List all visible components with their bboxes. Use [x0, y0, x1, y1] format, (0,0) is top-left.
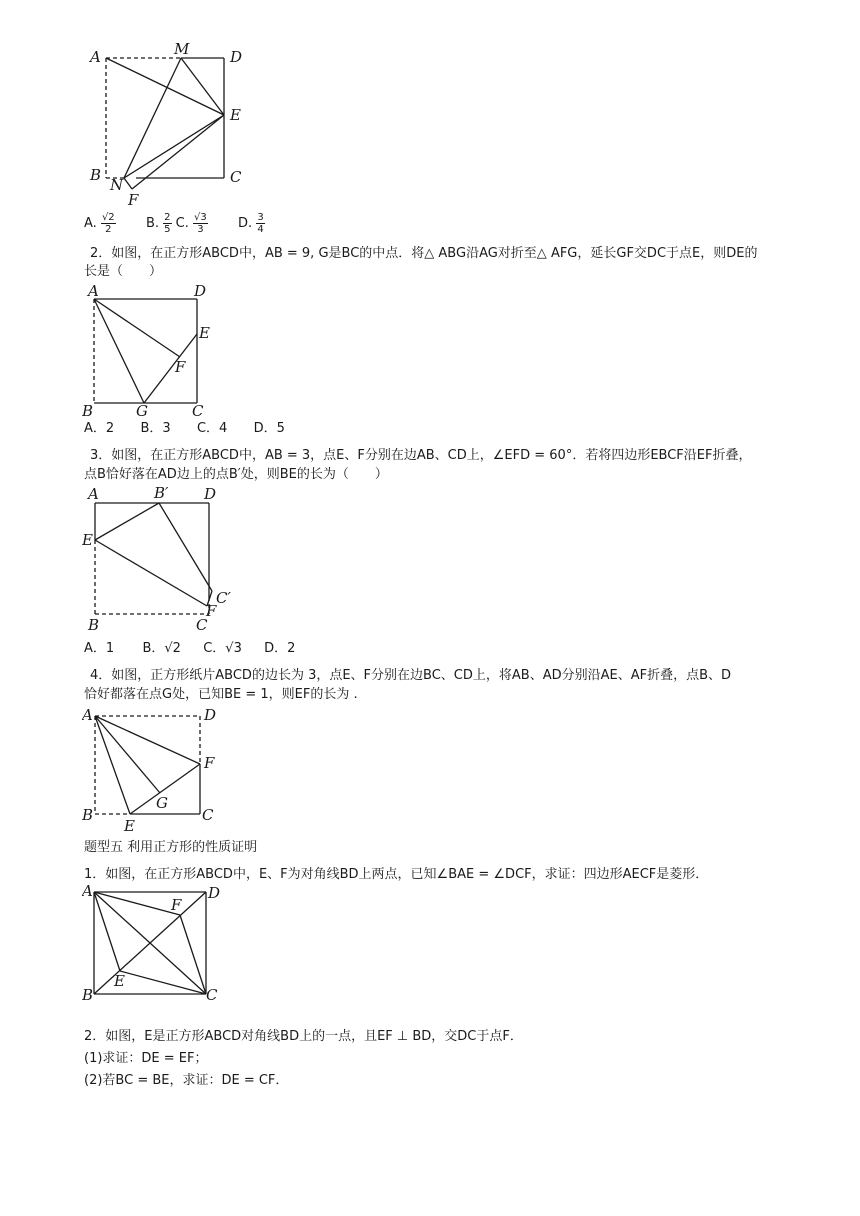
- option-d: D．5: [253, 421, 285, 436]
- option-b: B．√2: [142, 641, 181, 656]
- label-d: D: [230, 48, 243, 66]
- label-f: F: [204, 754, 215, 772]
- label-d: D: [204, 485, 217, 503]
- label-m: M: [174, 40, 190, 58]
- option-d-fraction: $\frac{3}{4}$: [257, 212, 264, 235]
- label-n: N: [110, 176, 124, 194]
- option-b-fraction: $\frac{2}{5}$: [164, 212, 171, 235]
- label-c: C: [192, 402, 204, 420]
- label-d: D: [194, 282, 207, 300]
- s5-q1: 1．如图，在正方形ABCD中，E、F为对角线BD上两点，已知∠BAE = ∠DCF，求证：四边形AECF是菱形．: [84, 867, 709, 882]
- label-g: G: [156, 794, 168, 812]
- label-c: C: [230, 168, 242, 186]
- label-b: B: [82, 806, 94, 824]
- option-a-fraction: $\frac{√2}{2}$: [101, 212, 115, 235]
- label-c: C: [196, 616, 208, 634]
- option-c: C．4: [196, 421, 228, 436]
- label-a: A: [88, 282, 99, 300]
- label-e: E: [230, 106, 241, 124]
- s5-q2-line2: (1)求证：DE = EF；: [84, 1051, 208, 1066]
- option-a: A．2: [84, 421, 115, 436]
- label-a: A: [82, 882, 93, 900]
- label-b: B: [88, 616, 100, 634]
- label-f: F: [206, 602, 217, 620]
- label-f: F: [171, 896, 182, 914]
- option-d-label: D.: [238, 216, 253, 231]
- option-d: D．2: [264, 641, 296, 656]
- figure-2: [82, 282, 222, 422]
- label-a: A: [82, 706, 93, 724]
- q4-line2: 恰好都落在点G处，已知BE = 1，则EF的长为 .: [84, 687, 358, 702]
- label-f: F: [175, 358, 186, 376]
- label-cprime: C′: [216, 589, 231, 607]
- figure-3: [82, 484, 242, 634]
- option-c-fraction: $\frac{√3}{3}$: [194, 212, 207, 235]
- label-d: D: [208, 884, 221, 902]
- q2-line2: 长是（ ）: [84, 264, 163, 279]
- s5-q2-line1: 2．如图，E是正方形ABCD对角线BD上的一点，且EF ⊥ BD，交DC于点F．: [84, 1029, 523, 1044]
- q3-line1: 3．如图，在正方形ABCD中，AB = 3，点E、F分别在边AB、CD上，∠EFD = 60°．若将四边形EBCF沿EF折叠，: [90, 448, 752, 463]
- q2-options: [84, 420, 285, 438]
- option-b: B．3: [140, 421, 171, 436]
- q3-line2: 点B恰好落在AD边上的点B′处，则BE的长为（ ）: [84, 467, 388, 482]
- label-e: E: [82, 531, 93, 549]
- label-bprime: B′: [154, 484, 169, 502]
- figure-1: [84, 40, 254, 210]
- label-b: B: [82, 986, 94, 1004]
- label-e: E: [199, 324, 210, 342]
- label-c: C: [202, 806, 214, 824]
- option-b-label: B.: [145, 216, 160, 231]
- label-a: A: [90, 48, 101, 66]
- s5-q2-line3: (2)若BC = BE，求证：DE = CF．: [84, 1073, 289, 1088]
- label-b: B: [82, 402, 94, 420]
- label-a: A: [88, 485, 99, 503]
- option-c-label: C.: [175, 216, 189, 231]
- label-b: B: [90, 166, 102, 184]
- label-e: E: [114, 972, 125, 990]
- section-title: 题型五 利用正方形的性质证明: [84, 840, 258, 855]
- q4-line1: 4．如图，正方形纸片ABCD的边长为 3，点E、F分别在边BC、CD上，将AB、AD分别沿AE、AF折叠，点B、D: [90, 668, 732, 683]
- option-a: A．1: [84, 641, 115, 656]
- q3-options: [84, 640, 295, 658]
- q2-line1: 2．如图，在正方形ABCD中，AB = 9, G是BC的中点．将△ ABG沿AG对折至△ AFG，延长GF交DC于点E，则DE的: [90, 246, 758, 261]
- label-e: E: [124, 817, 135, 834]
- label-c: C: [206, 986, 218, 1004]
- figure-5: [82, 882, 232, 1007]
- option-a-label: A.: [84, 216, 97, 231]
- label-f: F: [128, 191, 139, 209]
- figure-4: [82, 704, 232, 834]
- option-c: C．√3: [203, 641, 242, 656]
- label-g: G: [136, 402, 148, 420]
- label-d: D: [204, 706, 217, 724]
- q1-options: [84, 212, 265, 235]
